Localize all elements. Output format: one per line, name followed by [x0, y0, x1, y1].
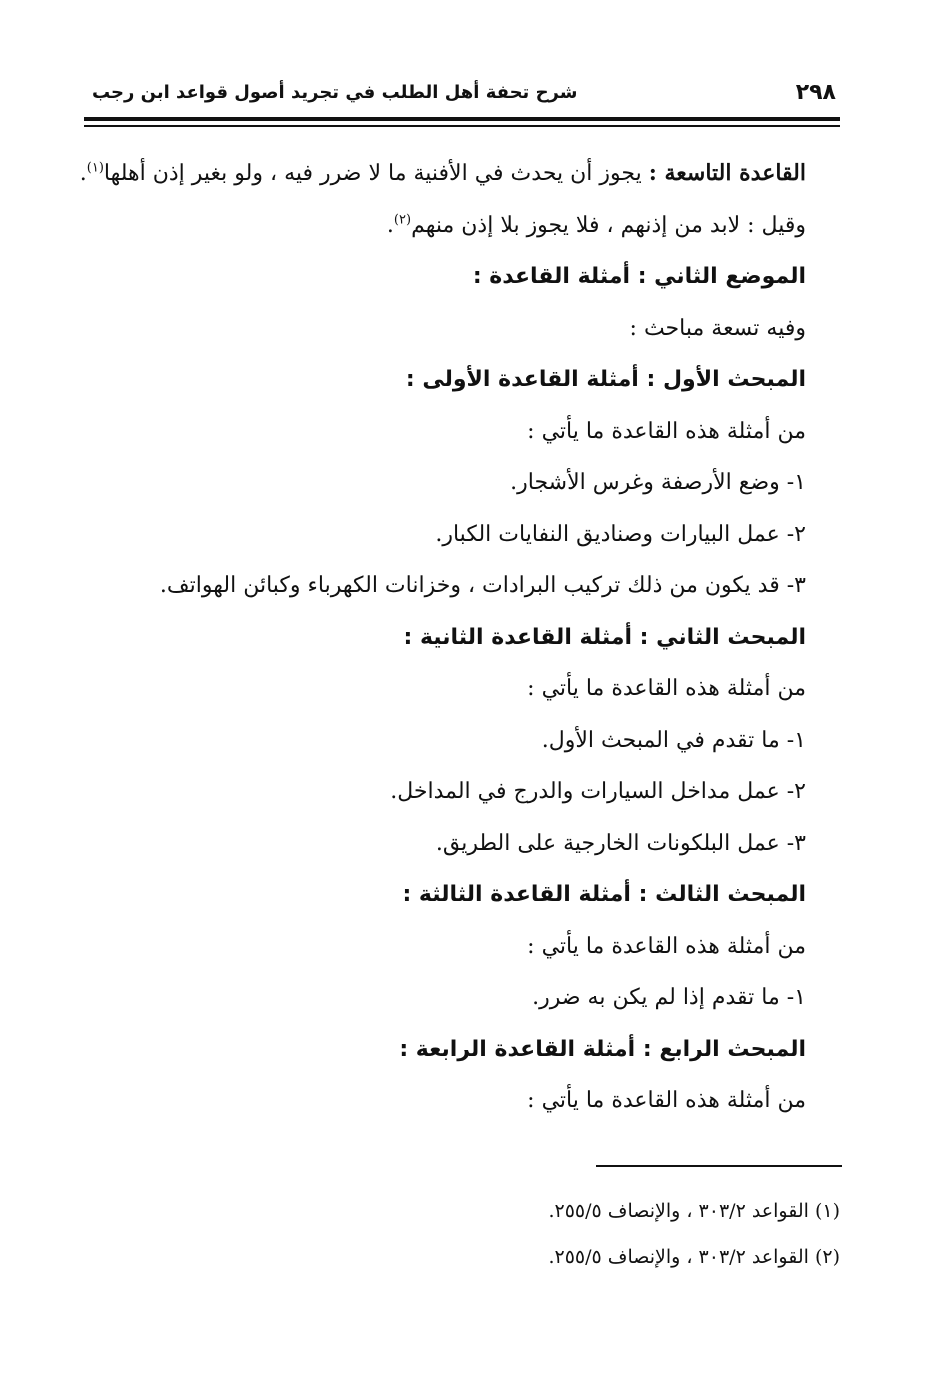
topic-heading-3: المبحث الثالث : أمثلة القاعدة الثالثة : [402, 882, 806, 907]
topic-2-item-2: ٢- عمل مداخل السيارات والدرج في المداخل. [390, 779, 806, 804]
topic-2-intro: من أمثلة هذه القاعدة ما يأتي : [527, 676, 806, 701]
topic-1-intro: من أمثلة هذه القاعدة ما يأتي : [527, 418, 806, 444]
footnote-1: (١) القواعد ٣٠٣/٢ ، والإنصاف ٢٥٥/٥. [548, 1200, 840, 1222]
footnote-marker-2: (٢) [393, 212, 412, 228]
footnotes [88, 1188, 840, 1280]
running-header [92, 72, 836, 112]
topic-heading-4: المبحث الرابع : أمثلة القاعدة الرابعة : [399, 1036, 806, 1062]
rule-nine-end: . [79, 161, 87, 186]
topic-3-item-1: ١- ما تقدم إذا لم يكن به ضرر. [532, 985, 806, 1010]
alternative-view-text: وقيل : لابد من إذنهم ، فلا يجوز بلا إذن منهم [411, 212, 806, 238]
alternative-view-end: . [386, 212, 394, 238]
footnote-2: (٢) القواعد ٣٠٣/٢ ، والإنصاف ٢٥٥/٥. [548, 1246, 840, 1268]
section-heading-examples: الموضع الثاني : أمثلة القاعدة : [472, 264, 806, 289]
main-text [79, 148, 806, 1127]
topic-2-item-3: ٣- عمل البلكونات الخارجية على الطريق. [435, 830, 806, 856]
topic-3-intro: من أمثلة هذه القاعدة ما يأتي : [527, 933, 806, 959]
header-rule-thin [84, 125, 840, 127]
topic-2-item-1: ١- ما تقدم في المبحث الأول. [541, 727, 806, 753]
topic-1-item-1: ١- وضع الأرصفة وغرس الأشجار. [510, 470, 806, 495]
header-rule-thick [84, 117, 840, 121]
footnote-marker-1: (١) [86, 160, 104, 176]
paragraph-alternative-view [88, 200, 806, 252]
topic-heading-2: المبحث الثاني : أمثلة القاعدة الثانية : [403, 624, 806, 650]
rule-nine-text: يجوز أن يحدث في الأفنية ما لا ضرر فيه ، ولو بغير إذن أهلها [103, 161, 649, 186]
paragraph-rule-nine [79, 148, 806, 200]
topic-heading-1: المبحث الأول : أمثلة القاعدة الأولى : [405, 367, 806, 392]
topic-1-item-3: ٣- قد يكون من ذلك تركيب البرادات ، وخزانات الكهرباء وكبائن الهواتف. [159, 573, 806, 598]
page-number: ٢٩٨ [795, 79, 836, 105]
topic-4-intro: من أمثلة هذه القاعدة ما يأتي : [527, 1088, 806, 1113]
section-intro: وفيه تسعة مباحث : [629, 315, 806, 341]
footnote-separator [596, 1165, 842, 1167]
topic-1-item-2: ٢- عمل البيارات وصناديق النفايات الكبار. [435, 521, 806, 547]
running-title: شرح تحفة أهل الطلب في تجريد أصول قواعد ابن رجب [92, 81, 578, 103]
rule-nine-lead: القاعدة التاسعة : [648, 160, 806, 186]
